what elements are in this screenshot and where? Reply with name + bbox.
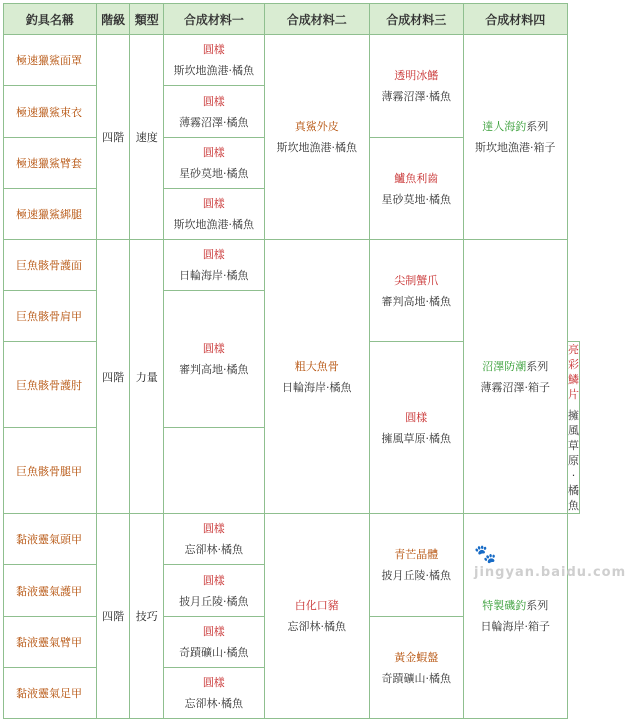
header-name: 釣具名稱 bbox=[4, 4, 97, 35]
mat4-cell bbox=[463, 240, 567, 514]
item-name: 巨魚骸骨肩甲 bbox=[4, 291, 97, 342]
table-row bbox=[4, 35, 580, 86]
mat1-source: 奇蹟礦山·橘魚 bbox=[179, 646, 249, 659]
mat1-name: 圓樣 bbox=[202, 342, 225, 355]
mat4-name: 沼澤防潮 bbox=[482, 359, 527, 373]
mat4-name: 特製磯釣 bbox=[482, 599, 527, 612]
level-cell: 四階 bbox=[96, 240, 130, 514]
mat1-name: 圓樣 bbox=[202, 676, 225, 689]
mat4-source: 斯坎地漁港·箱子 bbox=[475, 141, 556, 154]
mat2-source: 忘卻林·橘魚 bbox=[287, 620, 346, 633]
type-cell: 速度 bbox=[130, 35, 164, 240]
mat3-source: 審判高地·橘魚 bbox=[381, 294, 451, 308]
mat1-name: 圓樣 bbox=[202, 573, 225, 587]
mat4-source: 薄霧沼澤·箱子 bbox=[480, 380, 551, 394]
mat3-cell bbox=[369, 514, 463, 617]
mat1-name: 圓樣 bbox=[202, 94, 225, 108]
mat3-cell bbox=[369, 138, 463, 240]
watermark bbox=[474, 544, 626, 580]
mat3-name: 黃金蝦盤 bbox=[394, 650, 439, 664]
mat1-name: 圓樣 bbox=[202, 248, 225, 261]
mat4-suffix: 系列 bbox=[526, 599, 549, 612]
header-mat1: 合成材料一 bbox=[164, 4, 264, 35]
type-cell: 技巧 bbox=[130, 514, 164, 719]
mat3-name: 青芒晶體 bbox=[394, 548, 439, 561]
mat1-cell bbox=[164, 240, 264, 291]
mat3-source: 星砂莫地·橘魚 bbox=[381, 192, 451, 206]
mat2-cell bbox=[264, 240, 369, 514]
level-cell: 四階 bbox=[96, 35, 130, 240]
mat1-source: 日輪海岸·橘魚 bbox=[179, 269, 249, 282]
mat3-name: 尖制蟹爪 bbox=[394, 273, 439, 287]
mat1-cell bbox=[164, 565, 264, 617]
mat2-cell bbox=[264, 514, 369, 719]
mat1-cell bbox=[164, 86, 264, 138]
item-name: 黏液靈氣頭甲 bbox=[4, 514, 97, 565]
mat1-cell bbox=[164, 291, 264, 428]
mat2-name: 白化口豬 bbox=[294, 599, 339, 612]
mat4-suffix: 系列 bbox=[526, 120, 549, 133]
mat3-source: 奇蹟礦山·橘魚 bbox=[381, 671, 451, 685]
mat3-cell bbox=[369, 617, 463, 719]
mat1-source: 星砂莫地·橘魚 bbox=[179, 167, 249, 180]
mat1-source: 忘卻林·橘魚 bbox=[184, 697, 244, 710]
header-row bbox=[4, 4, 580, 35]
mat1-source: 斯坎地漁港·橘魚 bbox=[173, 218, 255, 231]
mat3-name: 鱸魚利齒 bbox=[394, 171, 439, 185]
item-name: 巨魚骸骨護肘 bbox=[4, 342, 97, 428]
mat2-name: 粗大魚骨 bbox=[294, 359, 339, 373]
mat1-name: 圓樣 bbox=[202, 146, 225, 159]
mat3-name: 亮彩鱗片 bbox=[568, 343, 579, 401]
mat1-source: 審判高地·橘魚 bbox=[179, 363, 249, 376]
mat1-name: 圓樣 bbox=[202, 522, 225, 535]
header-type: 類型 bbox=[130, 4, 164, 35]
mat1-name: 圓樣 bbox=[202, 197, 225, 210]
item-name: 黏液靈氣護甲 bbox=[4, 565, 97, 617]
mat3-source: 薄霧沼澤·橘魚 bbox=[381, 90, 451, 103]
mat4-source: 日輪海岸·箱子 bbox=[480, 620, 551, 633]
mat1-cell bbox=[164, 668, 264, 719]
item-name: 巨魚骸骨腿甲 bbox=[4, 428, 97, 514]
level-cell: 四階 bbox=[96, 514, 130, 719]
mat4-suffix: 系列 bbox=[526, 359, 549, 373]
mat1-name: 圓樣 bbox=[202, 43, 225, 56]
paw-icon: 🐾 bbox=[474, 544, 498, 565]
mat3-cell bbox=[568, 342, 580, 514]
mat1-cell bbox=[164, 514, 264, 565]
type-cell: 力量 bbox=[130, 240, 164, 514]
mat2-cell bbox=[264, 35, 369, 240]
mat3-cell bbox=[369, 240, 463, 342]
mat4-name: 達人海釣 bbox=[482, 120, 527, 133]
header-mat2: 合成材料二 bbox=[264, 4, 369, 35]
watermark-text: jingyan.baidu.com bbox=[474, 565, 626, 580]
item-name: 巨魚骸骨護面 bbox=[4, 240, 97, 291]
item-name: 極速獵鯊綁腿 bbox=[4, 189, 97, 240]
mat3-source: 擁風草原·橘魚 bbox=[568, 409, 579, 512]
mat1-source: 斯坎地漁港·橘魚 bbox=[173, 64, 255, 77]
item-name: 黏液靈氣足甲 bbox=[4, 668, 97, 719]
item-name: 極速獵鯊臂套 bbox=[4, 138, 97, 189]
mat1-name: 圓樣 bbox=[405, 410, 428, 424]
mat3-cell bbox=[369, 35, 463, 138]
mat1-cell bbox=[164, 138, 264, 189]
recipe-table bbox=[3, 3, 580, 719]
mat2-source: 日輪海岸·橘魚 bbox=[282, 380, 352, 394]
item-name: 極速獵鯊束衣 bbox=[4, 86, 97, 138]
mat1-cell bbox=[164, 617, 264, 668]
item-name: 黏液靈氣臂甲 bbox=[4, 617, 97, 668]
mat2-source: 斯坎地漁港·橘魚 bbox=[276, 141, 357, 154]
mat1-source: 擁風草原·橘魚 bbox=[381, 431, 451, 445]
mat1-source: 忘卻林·橘魚 bbox=[184, 543, 244, 556]
mat1-cell bbox=[164, 35, 264, 86]
mat3-source: 披月丘陵·橘魚 bbox=[381, 569, 451, 582]
mat2-name: 真鯊外皮 bbox=[294, 120, 339, 133]
mat1-cell bbox=[164, 189, 264, 240]
mat4-cell bbox=[463, 35, 567, 240]
mat1-name: 圓樣 bbox=[202, 625, 225, 638]
mat1-source: 披月丘陵·橘魚 bbox=[179, 594, 249, 608]
header-mat4: 合成材料四 bbox=[463, 4, 567, 35]
mat1-source: 薄霧沼澤·橘魚 bbox=[179, 115, 249, 129]
mat1-cell bbox=[369, 342, 463, 514]
table-row bbox=[4, 240, 580, 291]
header-mat3: 合成材料三 bbox=[369, 4, 463, 35]
item-name: 極速獵鯊面罩 bbox=[4, 35, 97, 86]
mat3-name: 透明冰鰭 bbox=[394, 69, 439, 82]
header-level: 階級 bbox=[96, 4, 130, 35]
